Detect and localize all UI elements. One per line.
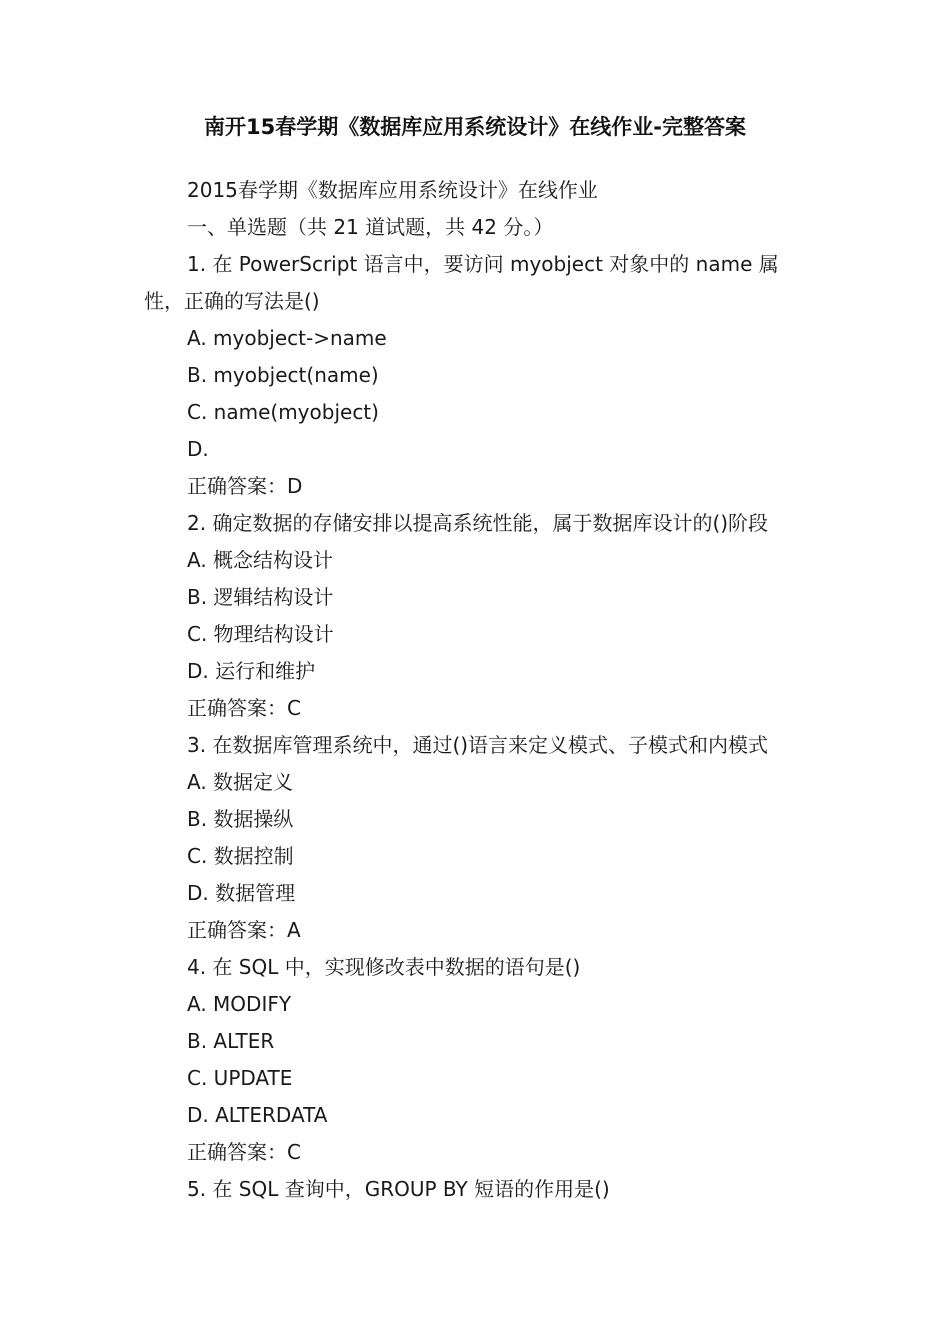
question-option: A. MODIFY	[187, 992, 292, 1016]
question-option: B. 逻辑结构设计	[187, 585, 334, 609]
question-option: B. myobject(name)	[187, 363, 379, 387]
document-body	[144, 172, 814, 1208]
question-answer: 正确答案：D	[187, 474, 303, 498]
question-option: D.	[187, 437, 209, 461]
question-option: B. ALTER	[187, 1029, 275, 1053]
question-option: C. 数据控制	[187, 844, 294, 868]
question-option: D. 运行和维护	[187, 659, 316, 683]
question-option: A. 数据定义	[187, 770, 294, 794]
question-option: A. 概念结构设计	[187, 548, 334, 572]
question-answer: 正确答案：C	[187, 1140, 301, 1164]
question-option: D. ALTERDATA	[187, 1103, 328, 1127]
question-option: C. 物理结构设计	[187, 622, 334, 646]
question-stem: 3. 在数据库管理系统中，通过()语言来定义模式、子模式和内模式	[187, 733, 769, 757]
question-option: D. 数据管理	[187, 881, 296, 905]
question-stem: 1. 在 PowerScript 语言中，要访问 myobject 对象中的 name 属性，正确的写法是()	[144, 252, 779, 313]
question-option: A. myobject->name	[187, 326, 387, 350]
question-stem: 2. 确定数据的存储安排以提高系统性能，属于数据库设计的()阶段	[187, 511, 769, 535]
question-option: B. 数据操纵	[187, 807, 294, 831]
exam-subtitle: 2015春学期《数据库应用系统设计》在线作业	[187, 178, 598, 202]
question-answer: 正确答案：A	[187, 918, 301, 942]
question-answer: 正确答案：C	[187, 696, 301, 720]
question-option: C. name(myobject)	[187, 400, 379, 424]
question-stem: 4. 在 SQL 中，实现修改表中数据的语句是()	[187, 955, 581, 979]
document-title: 南开15春学期《数据库应用系统设计》在线作业-完整答案	[204, 115, 746, 139]
section-heading: 一、单选题（共 21 道试题，共 42 分。）	[187, 215, 554, 239]
question-option: C. UPDATE	[187, 1066, 293, 1090]
question-stem: 5. 在 SQL 查询中，GROUP BY 短语的作用是()	[187, 1177, 610, 1201]
